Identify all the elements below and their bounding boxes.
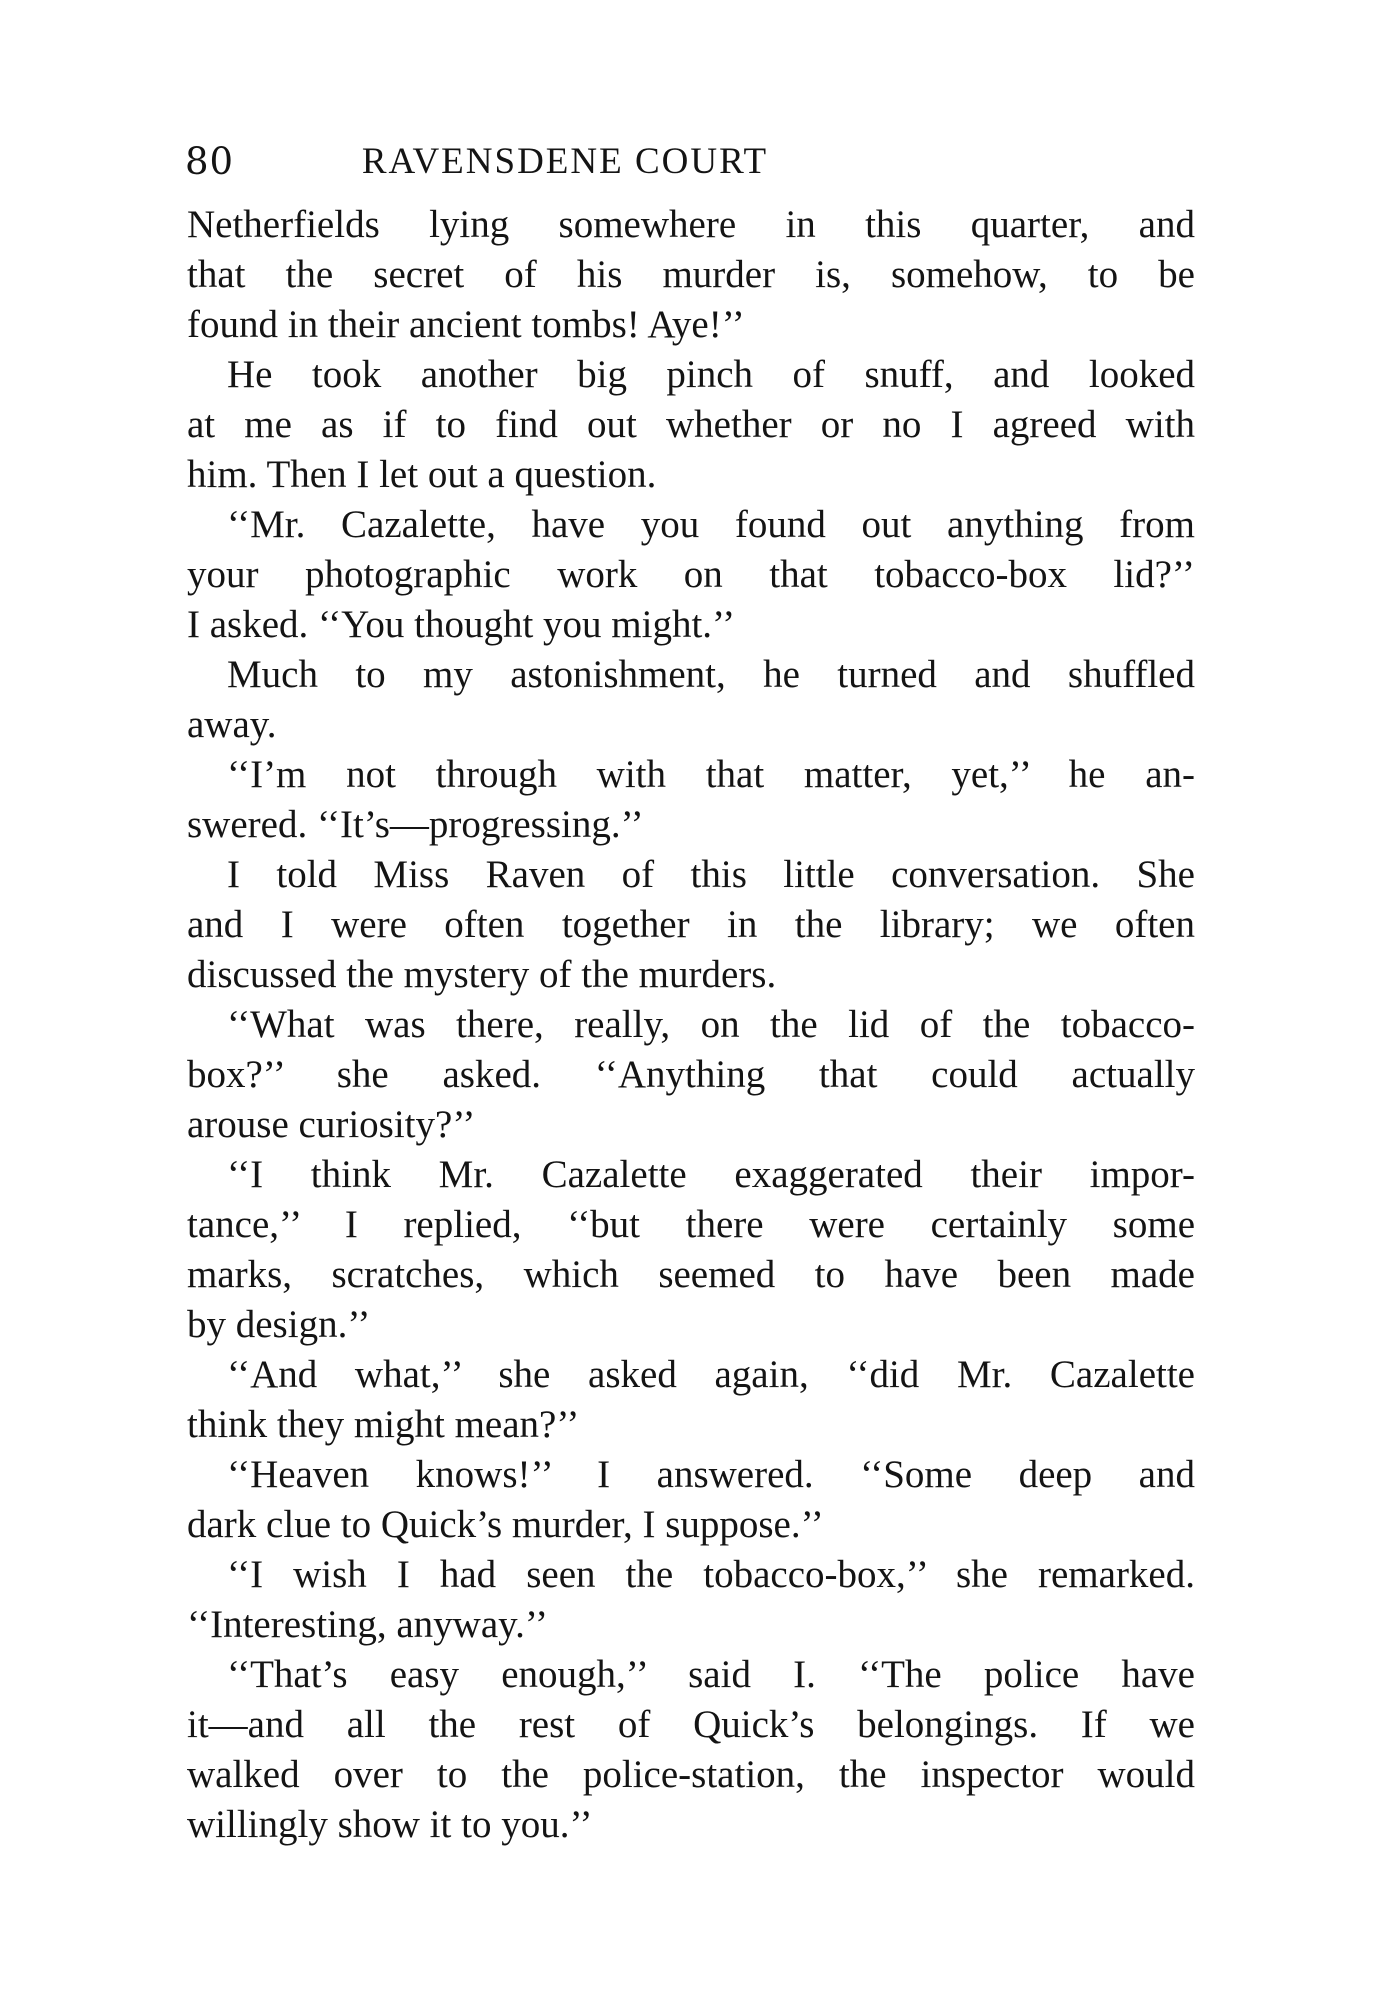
text-line: ‘‘That’s easy enough,’’ said I. ‘‘The police have bbox=[227, 1653, 1195, 1696]
text-line: at me as if to find out whether or no I agreed with bbox=[187, 403, 1195, 446]
page-header bbox=[185, 132, 1195, 192]
text-line: him. Then I let out a question. bbox=[187, 453, 657, 496]
text-line: that the secret of his murder is, somehow, to be bbox=[187, 253, 1195, 296]
text-line: I told Miss Raven of this little conversation. She bbox=[227, 853, 1195, 896]
text-line: arouse curiosity?’’ bbox=[187, 1103, 476, 1146]
text-line: dark clue to Quick’s murder, I suppose.’’ bbox=[187, 1503, 824, 1546]
text-line: tance,’’ I replied, ‘‘but there were certainly some bbox=[187, 1203, 1195, 1246]
text-line: by design.’’ bbox=[187, 1303, 371, 1346]
text-line: Netherfields lying somewhere in this quarter, and bbox=[187, 203, 1195, 246]
text-line: He took another big pinch of snuff, and looked bbox=[227, 353, 1195, 396]
text-line: ‘‘Interesting, anyway.’’ bbox=[187, 1603, 548, 1646]
text-line: marks, scratches, which seemed to have been made bbox=[187, 1253, 1195, 1296]
text-line: ‘‘I wish I had seen the tobacco-box,’’ she remarked. bbox=[227, 1553, 1195, 1596]
text-line: swered. ‘‘It’s—progressing.’’ bbox=[187, 803, 644, 846]
text-line: discussed the mystery of the murders. bbox=[187, 953, 777, 996]
text-line: willingly show it to you.’’ bbox=[187, 1803, 593, 1846]
text-line: box?’’ she asked. ‘‘Anything that could actually bbox=[187, 1053, 1195, 1096]
text-line: found in their ancient tombs! Aye!’’ bbox=[187, 303, 745, 346]
text-line: Much to my astonishment, he turned and shuffled bbox=[227, 653, 1195, 696]
running-title: RAVENSDENE COURT bbox=[361, 141, 769, 182]
text-line: walked over to the police-station, the inspector would bbox=[187, 1753, 1195, 1796]
text-line: think they might mean?’’ bbox=[187, 1403, 580, 1446]
text-line: I asked. ‘‘You thought you might.’’ bbox=[187, 603, 736, 646]
text-line: ‘‘And what,’’ she asked again, ‘‘did Mr. Cazalette bbox=[227, 1353, 1195, 1396]
text-line: ‘‘I’m not through with that matter, yet,’’ he an- bbox=[227, 753, 1195, 796]
text-line: ‘‘I think Mr. Cazalette exaggerated their impor- bbox=[227, 1153, 1195, 1196]
page-number: 80 bbox=[185, 140, 235, 183]
text-line: and I were often together in the library; we often bbox=[187, 903, 1195, 946]
text-line: ‘‘Heaven knows!’’ I answered. ‘‘Some deep and bbox=[227, 1453, 1195, 1496]
text-line: it—and all the rest of Quick’s belongings. If we bbox=[187, 1703, 1195, 1746]
text-line: away. bbox=[187, 703, 277, 746]
body-text bbox=[187, 200, 1195, 1850]
text-line: ‘‘What was there, really, on the lid of the tobacco- bbox=[227, 1003, 1195, 1046]
text-line: ‘‘Mr. Cazalette, have you found out anything from bbox=[227, 503, 1195, 546]
text-line: your photographic work on that tobacco-box lid?’’ bbox=[187, 553, 1195, 596]
